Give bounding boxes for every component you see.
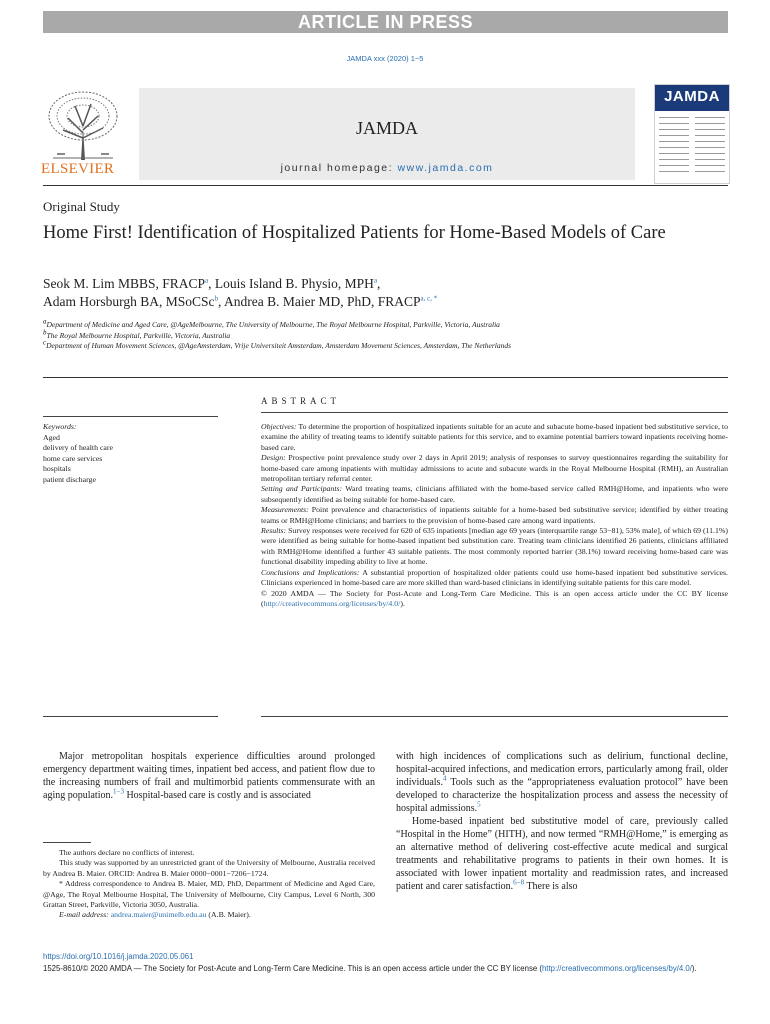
abstract-top-rule — [261, 412, 728, 413]
abstract-results — [261, 526, 728, 568]
issn-copyright — [43, 963, 728, 974]
affiliation-mark[interactable]: a — [373, 276, 378, 285]
body-paragraph — [396, 750, 728, 815]
cover-title: JAMDA — [664, 88, 720, 105]
keyword-item: home care services — [43, 453, 103, 463]
affiliation-text: Department of Medicine and Aged Care, @AgeMelbourne, The University of Melbourne, The Royal Melbourne Hospital, Parkville, Victoria, Australia — [46, 320, 500, 329]
elsevier-wordmark: ELSEVIER — [41, 161, 115, 177]
section-text: To determine the proportion of hospitalized inpatients suitable for an acute and subacute home-based inpatient bed substitutive service, to examine the ability of treating teams to identify suitable patients for this service, and to examine potential barriers toward inpatients receiving home-based care. — [261, 422, 728, 452]
section-text: Prospective point prevalence study over 2 days in April 2019; analysis of responses to survey questionnaires regarding the suitability for home-based care among inpatients with multiday admissions to acute and subacute wards in the Royal Melbourne Hospital (RMH), an Australian metropolitan tertiary referral center. — [261, 453, 728, 484]
issn-text: 1525-8610/© 2020 AMDA — The Society for Post-Acute and Long-Term Care Medicine. This is an open access article under the CC BY license ( — [43, 964, 542, 973]
abstract-divider — [43, 377, 728, 378]
abstract-conclusions — [261, 568, 728, 589]
paragraph-text: Home-based inpatient bed substitutive model of care, previously called “Hospital in the Home” (HITH), and now termed “RMH@Home,” is emerging as an alternative method of delivering cost-effective acute medical and surgical treatments and rehabilitative programs to patients in their own homes. It is associated with lower inpatient mortality and readmission rates, and increased patient and carer satisfaction. — [396, 816, 728, 892]
section-label: Design: — [261, 453, 286, 463]
article-type: Original Study — [43, 199, 120, 214]
affiliation-c — [43, 338, 643, 352]
citation-ref[interactable]: 5 — [477, 800, 481, 809]
section-text: Point prevalence and characteristics of inpatients suitable for a home-based bed substitutive service; identified by either treating teams or RMH@Home clinicians; and barriers to the provision of home-based care among ward inpatients. — [261, 505, 728, 525]
affiliation-mark[interactable]: a — [205, 276, 209, 285]
issn-end: ). — [691, 964, 697, 973]
abstract-heading: ABSTRACT — [261, 396, 341, 406]
elsevier-tree-logo — [43, 88, 123, 163]
paragraph-text: Major metropolitan hospitals experience difficulties around prolonged emergency department waiting times, inpatient bed access, and patient flow due to the increasing numbers of frail and multimorbid patients commensurate with an aging population. — [43, 751, 375, 801]
affiliation-mark[interactable]: a, c, * — [420, 294, 438, 303]
section-text: A substantial proportion of hospitalized older patients could use home-based inpatient bed substitutive services. Clinicians experienced in home-based care are more skilled than ward-based clinicians in identifying suitable patients for this care model. — [261, 567, 728, 588]
paragraph-text: There is also — [524, 881, 578, 892]
email-link[interactable]: andrea.maier@unimelb.edu.au — [110, 910, 207, 920]
keyword-item: hospitals — [43, 464, 71, 473]
body-column-right — [396, 750, 728, 893]
footnote-mark: * — [59, 879, 63, 889]
keywords-box — [43, 422, 218, 485]
paragraph-text: Hospital-based care is costly and is associated — [123, 790, 311, 801]
abstract-bottom-rule — [261, 716, 728, 717]
footnote-rule — [43, 842, 91, 843]
author-name: , Louis Island B. Physio, MPH — [208, 276, 374, 291]
section-text: Ward treating teams, clinicians affiliated with the home-based service called RMH@Home, and inpatients who were subsequently identified as being suitable for home-based care. — [261, 484, 728, 504]
email-label: E-mail address: — [59, 910, 109, 920]
author-list — [43, 275, 723, 311]
journal-reference[interactable]: JAMDA xxx (2020) 1−5 — [346, 54, 424, 63]
affiliation-a — [43, 317, 643, 331]
author-name: Seok M. Lim MBBS, FRACP — [43, 276, 206, 291]
affiliation-sup: b — [43, 328, 47, 336]
header-divider — [43, 185, 728, 186]
homepage-link[interactable]: www.jamda.com — [397, 162, 494, 174]
section-text: Survey responses were received for 620 of 635 inpatients [median age 69 years (interquartile range 53−81), 53% male], of which 69 (11.1%) were identified as being suitable for home-based inpatient bed substitution care. Treating team clinicians identified 26 patients, clinicians affiliated with RMH@Home identified a further 43 suitable patients. The most commonly reported barrier (38.1%) toward receiving home-based care was functional disability impeding ability to live at home. — [261, 526, 728, 567]
body-paragraph — [43, 750, 375, 802]
affiliations — [43, 317, 643, 352]
paragraph-text: with high incidences of complications such as delirium, functional decline, hospital-acquired infections, and medication errors, particularly among frail, older individuals. — [396, 751, 728, 788]
author-name: Adam Horsburgh BA, MSoCSc — [43, 294, 215, 309]
footnotes — [43, 848, 375, 921]
citation-ref[interactable]: 4 — [442, 774, 447, 783]
footnote-correspondence — [43, 879, 375, 910]
keyword-item: Aged — [43, 432, 60, 442]
license-link[interactable]: http://creativecommons.org/licenses/by/4.0/ — [541, 964, 692, 973]
keywords-bottom-rule — [43, 716, 218, 717]
section-label: Results: — [261, 526, 287, 536]
section-label: Measurements: — [261, 505, 309, 515]
affiliation-text: Department of Human Movement Sciences, @AgeAmsterdam, Vrije Universiteit Amsterdam, Amsterdam Movement Sciences, Amsterdam, The Netherlands — [46, 341, 512, 350]
homepage-label: journal homepage: — [280, 162, 398, 174]
copyright-text: © 2020 AMDA — The Society for Post-Acute and Long-Term Care Medicine. This is an open access article under the CC BY license ( — [261, 588, 728, 608]
citation-ref[interactable]: 1−3 — [113, 787, 124, 796]
abstract-setting — [261, 484, 728, 505]
section-label: Setting and Participants: — [261, 484, 343, 494]
body-column-left — [43, 750, 375, 802]
section-label: Objectives: — [261, 422, 297, 431]
affiliation-sup: a — [43, 317, 47, 326]
email-end: (A.B. Maier). — [206, 910, 251, 920]
abstract-objectives — [261, 422, 728, 453]
keywords-heading: Keywords: — [43, 422, 77, 431]
journal-homepage — [139, 162, 635, 174]
journal-name: JAMDA — [355, 118, 418, 138]
license-link[interactable]: http://creativecommons.org/licenses/by/4.0/ — [263, 598, 401, 608]
article-title: Home First! Identification of Hospitalized Patients for Home-Based Models of Care — [43, 223, 666, 243]
abstract-copyright — [261, 589, 728, 610]
affiliation-mark[interactable]: b — [214, 294, 219, 303]
author-separator: , — [377, 276, 381, 291]
keywords-top-rule — [43, 416, 218, 417]
citation-ref[interactable]: 6−8 — [513, 878, 525, 887]
affiliation-text: The Royal Melbourne Hospital, Parkville, Victoria, Australia — [46, 330, 231, 340]
doi-link[interactable]: https://doi.org/10.1016/j.jamda.2020.05.061 — [43, 952, 194, 961]
footnote-text: Address correspondence to Andrea B. Maier, MD, PhD, Department of Medicine and Aged Care, @Age, The Royal Melbourne Hospital, The University of Melbourne, City Campus, Level 6 North, 300 Grattan Street, Parkville, Victoria 3050, Australia. — [43, 879, 375, 910]
abstract-body — [261, 422, 728, 609]
keyword-item: delivery of health care — [43, 443, 113, 452]
abstract-design — [261, 453, 728, 484]
section-label: Conclusions and Implications: — [261, 567, 360, 577]
journal-cover-thumbnail — [654, 84, 730, 184]
author-name: , Andrea B. Maier MD, PhD, FRACP — [218, 294, 421, 309]
article-in-press-banner: ARTICLE IN PRESS — [43, 11, 728, 33]
copyright-end: ). — [400, 598, 405, 608]
abstract-measurements — [261, 505, 728, 526]
paragraph-text: Tools such as the “appropriateness evaluation protocol” have been developed to characterize the hospitalization process and assess the necessity of hospital admissions. — [396, 777, 728, 814]
footnote-funding: This study was supported by an unrestricted grant of the University of Melbourne, Australia received by Andrea B. Maier. ORCID: Andrea B. Maier 0000−0001−7206−1724. — [43, 858, 375, 878]
body-paragraph — [396, 815, 728, 893]
footnote-email — [43, 910, 375, 920]
affiliation-b — [43, 328, 643, 342]
footnote-conflicts: The authors declare no conflicts of interest. — [59, 848, 195, 857]
affiliation-sup: c — [43, 338, 47, 347]
keyword-item: patient discharge — [43, 474, 96, 484]
